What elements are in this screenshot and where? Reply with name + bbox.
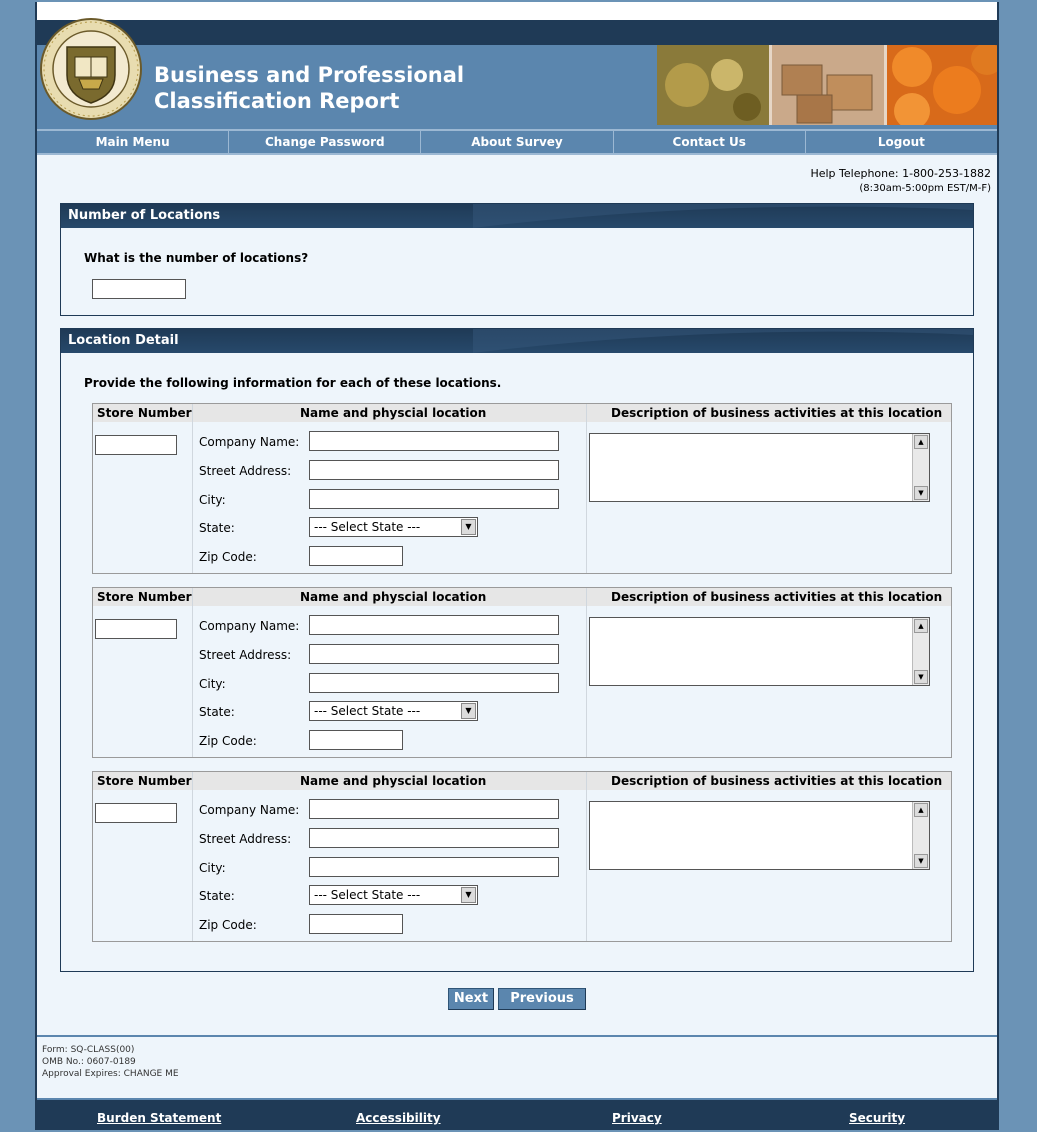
chevron-down-icon[interactable]: ▼	[461, 519, 476, 535]
column-divider	[192, 772, 193, 941]
omb-number: OMB No.: 0607-0189	[42, 1057, 136, 1067]
page-container	[35, 2, 999, 1130]
app-title-line2: Classification Report	[154, 89, 400, 113]
column-divider	[586, 404, 587, 573]
help-hours: (8:30am-5:00pm EST/M-F)	[859, 183, 991, 194]
nav-main-menu[interactable]: Main Menu	[37, 131, 229, 153]
panel-title: Location Detail	[68, 333, 179, 348]
company-name-label: Company Name:	[199, 619, 300, 633]
scroll-up-icon[interactable]: ▲	[914, 619, 928, 633]
chevron-down-icon[interactable]: ▼	[461, 887, 476, 903]
panel-header	[61, 204, 973, 228]
col-description: Description of business activities at this location	[611, 406, 943, 420]
number-of-locations-panel	[60, 203, 974, 316]
city-input[interactable]	[309, 857, 559, 877]
scrollbar[interactable]	[912, 802, 929, 869]
location-block-2	[92, 587, 952, 758]
scrollbar[interactable]	[912, 434, 929, 501]
company-name-label: Company Name:	[199, 803, 300, 817]
store-number-input[interactable]	[95, 435, 177, 455]
column-divider	[586, 772, 587, 941]
state-select[interactable]	[309, 885, 478, 905]
nav-logout[interactable]: Logout	[877, 135, 925, 149]
street-address-input[interactable]	[309, 460, 559, 480]
company-name-input[interactable]	[309, 615, 559, 635]
census-seal-logo	[39, 17, 143, 121]
column-divider	[586, 588, 587, 757]
company-name-input[interactable]	[309, 799, 559, 819]
main-nav	[37, 129, 997, 155]
header-dark-band	[37, 20, 997, 45]
street-address-label: Street Address:	[199, 832, 292, 846]
location-detail-panel	[60, 328, 974, 972]
state-select-value: --- Select State ---	[314, 888, 421, 902]
app-title-line1: Business and Professional	[154, 63, 465, 87]
top-strip	[37, 2, 997, 20]
nav-contact-us[interactable]: Contact Us	[614, 131, 806, 153]
security-link[interactable]: Security	[849, 1111, 906, 1125]
column-divider	[192, 588, 193, 757]
description-textarea[interactable]	[589, 617, 930, 686]
col-description: Description of business activities at this location	[611, 590, 943, 604]
state-select[interactable]	[309, 701, 478, 721]
header-photo-strip	[657, 45, 997, 125]
state-select-value: --- Select State ---	[314, 520, 421, 534]
location-header	[93, 588, 951, 606]
company-name-input[interactable]	[309, 431, 559, 451]
store-number-input[interactable]	[95, 803, 177, 823]
col-name-location: Name and physcial location	[300, 774, 487, 788]
scroll-down-icon[interactable]: ▼	[914, 670, 928, 684]
state-select-value: --- Select State ---	[314, 704, 421, 718]
zip-code-input[interactable]	[309, 546, 403, 566]
nav-about-survey[interactable]: About Survey	[421, 131, 613, 153]
street-address-label: Street Address:	[199, 648, 292, 662]
state-label: State:	[199, 521, 235, 535]
state-select[interactable]	[309, 517, 478, 537]
street-address-input[interactable]	[309, 644, 559, 664]
chevron-down-icon[interactable]: ▼	[461, 703, 476, 719]
state-label: State:	[199, 705, 235, 719]
location-block-3	[92, 771, 952, 942]
city-input[interactable]	[309, 673, 559, 693]
approval-expires: Approval Expires: CHANGE ME	[42, 1069, 179, 1079]
city-label: City:	[199, 677, 226, 691]
nav-change-password[interactable]: Change Password	[229, 131, 421, 153]
detail-instruction: Provide the following information for each of these locations.	[84, 376, 502, 390]
panel-title: Number of Locations	[68, 208, 221, 223]
scrollbar[interactable]	[912, 618, 929, 685]
zip-code-label: Zip Code:	[199, 734, 257, 748]
state-label: State:	[199, 889, 235, 903]
app-title	[154, 62, 464, 114]
locations-question: What is the number of locations?	[84, 251, 309, 265]
scroll-up-icon[interactable]: ▲	[914, 435, 928, 449]
city-input[interactable]	[309, 489, 559, 509]
city-label: City:	[199, 493, 226, 507]
location-header	[93, 404, 951, 422]
privacy-link[interactable]: Privacy	[612, 1111, 662, 1125]
street-address-input[interactable]	[309, 828, 559, 848]
location-header	[93, 772, 951, 790]
col-description: Description of business activities at this location	[611, 774, 943, 788]
description-textarea[interactable]	[589, 433, 930, 502]
col-store-number: Store Number	[97, 774, 192, 788]
description-textarea[interactable]	[589, 801, 930, 870]
header-swoosh	[473, 329, 973, 353]
zip-code-label: Zip Code:	[199, 550, 257, 564]
zip-code-input[interactable]	[309, 730, 403, 750]
store-number-input[interactable]	[95, 619, 177, 639]
next-button[interactable]: Next	[448, 988, 494, 1010]
scroll-down-icon[interactable]: ▼	[914, 486, 928, 500]
street-address-label: Street Address:	[199, 464, 292, 478]
col-name-location: Name and physcial location	[300, 406, 487, 420]
scroll-down-icon[interactable]: ▼	[914, 854, 928, 868]
col-name-location: Name and physcial location	[300, 590, 487, 604]
col-store-number: Store Number	[97, 590, 192, 604]
zip-code-input[interactable]	[309, 914, 403, 934]
number-of-locations-input[interactable]	[92, 279, 186, 299]
panel-header	[61, 329, 973, 353]
header-swoosh	[473, 204, 973, 228]
site-header	[37, 45, 997, 129]
zip-code-label: Zip Code:	[199, 918, 257, 932]
company-name-label: Company Name:	[199, 435, 300, 449]
help-telephone: Help Telephone: 1-800-253-1882	[810, 167, 991, 180]
form-number: Form: SQ-CLASS(00)	[42, 1045, 135, 1055]
scroll-up-icon[interactable]: ▲	[914, 803, 928, 817]
accessibility-link[interactable]: Accessibility	[356, 1111, 441, 1125]
help-info	[810, 166, 991, 196]
form-info	[37, 1035, 997, 1097]
previous-button[interactable]: Previous	[498, 988, 586, 1010]
city-label: City:	[199, 861, 226, 875]
footer-links-bar	[37, 1098, 997, 1130]
column-divider	[192, 404, 193, 573]
location-block-1	[92, 403, 952, 574]
burden-statement-link[interactable]: Burden Statement	[97, 1111, 222, 1125]
col-store-number: Store Number	[97, 406, 192, 420]
